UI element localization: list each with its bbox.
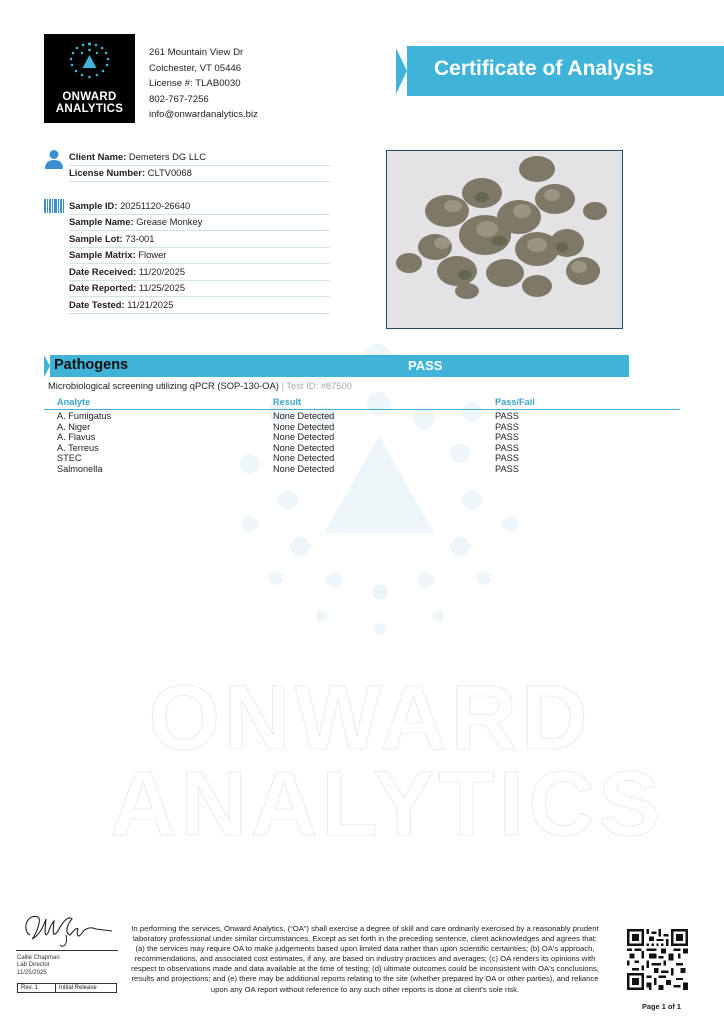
qr-code xyxy=(627,929,688,990)
date-tested-row: Date Tested: 11/21/2025 xyxy=(69,297,330,314)
pathogens-method: Microbiological screening utilizing qPCR (SOP-130-OA) | Test ID: #87500 xyxy=(48,380,352,391)
director-signature xyxy=(16,905,116,949)
title-banner xyxy=(396,46,724,96)
signer-title: Lab Director xyxy=(17,962,50,969)
sample-lot-row: Sample Lot: 73-001 xyxy=(69,231,330,248)
barcode-icon xyxy=(44,199,64,213)
revision-note: Initial Release xyxy=(59,985,97,991)
test-id: | Test ID: #87500 xyxy=(281,380,352,391)
client-name-row: Client Name: Demeters DG LLC xyxy=(69,149,330,166)
phone: 802-767-7256 xyxy=(149,93,209,105)
pathogens-table-header xyxy=(57,397,680,408)
revision-number: Rev. 1 xyxy=(21,985,38,991)
company-address xyxy=(149,45,258,123)
logo-name-line1: ONWARD xyxy=(62,91,117,103)
signature-line xyxy=(16,950,118,951)
sample-matrix-row: Sample Matrix: Flower xyxy=(69,247,330,264)
lab-license: License #: TLAB0030 xyxy=(149,78,241,89)
sign-date: 11/25/2025 xyxy=(17,969,47,976)
logo-name-line2: ANALYTICS xyxy=(55,103,124,115)
revision-box xyxy=(17,983,117,993)
user-icon xyxy=(45,149,63,169)
column-header-passfail: Pass/Fail xyxy=(495,397,535,407)
signer-name: Callie Chapman xyxy=(17,955,60,961)
address-street: 261 Mountain View Dr xyxy=(149,47,244,58)
column-header-result: Result xyxy=(273,397,302,407)
page-title: Certificate of Analysis xyxy=(434,57,654,80)
pathogens-title: Pathogens xyxy=(54,357,129,373)
table-header-divider xyxy=(44,409,680,410)
date-received-row: Date Received: 11/20/2025 xyxy=(69,264,330,281)
sample-id-row: Sample ID: 20251120-26640 xyxy=(69,198,330,215)
legal-disclaimer: In performing the services, Onward Analytics, (“OA”) shall exercise a degree of skill and care ordinarily exercised by a reasonably prudent laboratory professional under similar circumstances. Except as set forth in the preceding sentence, client acknowledges and agrees that: (a) the services may require OA to make judgements based upon limited data rather than upon scientific certainties; (b) OA's approach, recommendations, and associated cost estimates, if any, are based on industry practices and averages; (c) OA renders its opinions with respect to observations made and data available at the time of testing; (d) ultimate outcomes could be inconsistent with OA's conclusions, results and projections; and (e) there may be additional reports relating to the site (whether prepared by OA or other parties), and reliance upon any OA report without reference to any such other reports is done at client's sole risk. xyxy=(131,924,599,994)
pathogens-header-bar xyxy=(44,355,629,377)
sample-photo xyxy=(386,150,623,329)
pathogens-status: PASS xyxy=(408,358,443,373)
sample-name-row: Sample Name: Grease Monkey xyxy=(69,214,330,231)
company-logo xyxy=(44,34,135,123)
watermark-text: ONWARD ANALYTICS xyxy=(110,667,664,855)
date-reported-row: Date Reported: 11/25/2025 xyxy=(69,280,330,297)
column-header-analyte: Analyte xyxy=(57,397,91,407)
client-license-row: License Number: CLTV0068 xyxy=(69,165,330,182)
signer-info xyxy=(17,955,60,977)
address-city: Colchester, VT 05446 xyxy=(149,62,242,74)
page-number: Page 1 of 1 xyxy=(642,1002,682,1011)
email: info@onwardanalytics.biz xyxy=(149,109,258,120)
